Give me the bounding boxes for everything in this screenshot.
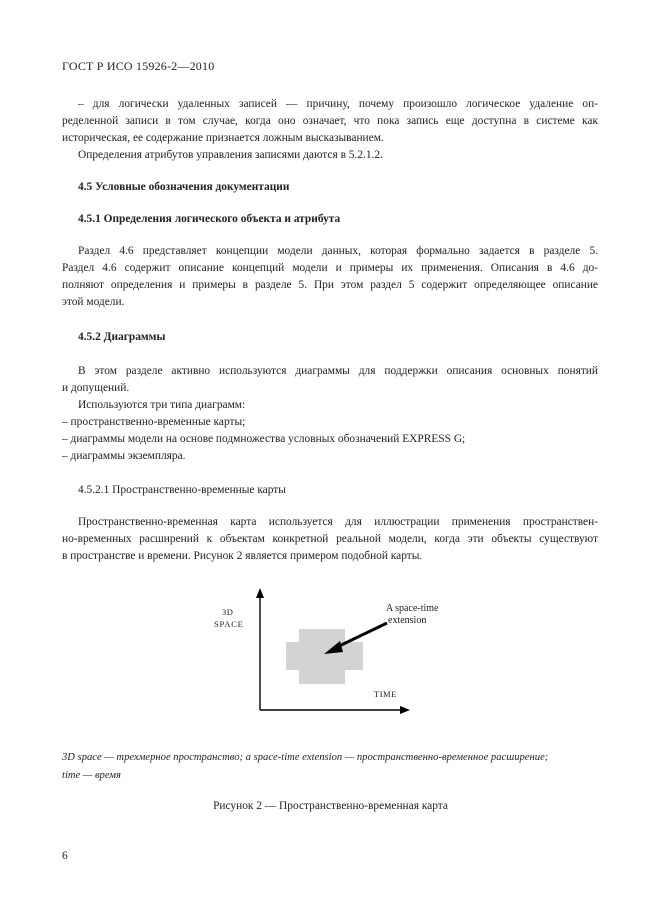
y-axis-label-line-2: SPACE <box>214 619 244 629</box>
section-4-5-2-paragraph <box>62 363 598 397</box>
figure-legend-line-1: 3D space — трехмерное пространство; a space-time extension — пространственно-временное расширение; <box>62 752 549 763</box>
section-4-5-2-1-line-1: Пространственно-временная карта используется для иллюстрации применения пространствен- <box>78 516 598 528</box>
callout-label-line-2: extension <box>388 615 427 626</box>
callout-label-line-1: A space-time <box>386 603 439 614</box>
list-item: – диаграммы модели на основе подмножества условных обозначений EXPRESS G; <box>62 433 466 445</box>
document-header: ГОСТ Р ИСО 15926-2—2010 <box>62 59 215 73</box>
space-time-map-figure <box>200 586 439 731</box>
intro-paragraph <box>62 96 598 147</box>
section-4-5-2-line-2: и допущений. <box>62 382 130 394</box>
section-4-5-1-line-2: Раздел 4.6 содержит описание концепций модели и примеры их применения. Описания в 4.6 до- <box>62 262 598 274</box>
section-4-5-2-heading: 4.5.2 Диаграммы <box>78 331 166 343</box>
section-4-5-2-1-paragraph <box>62 514 598 565</box>
intro-line-2: ределенной записи в том случае, когда оно означает, что пока запись еще доступна в системе как <box>62 115 598 127</box>
y-axis-arrowhead <box>256 588 264 598</box>
intro-line-1: – для логически удаленных записей — причину, почему произошло логическое удаление оп- <box>78 98 598 110</box>
diagram-types-intro: Используются три типа диаграмм: <box>78 399 246 411</box>
section-4-5-2-1-line-3: в пространстве и времени. Рисунок 2 является примером подобной карты. <box>62 550 423 562</box>
section-4-5-2-1-heading: 4.5.2.1 Пространственно-временные карты <box>78 484 286 496</box>
section-4-5-1-line-4: этой модели. <box>62 296 125 308</box>
section-4-5-2-1-line-2: но-временных расширений к объектам конкретной реальной модели, когда эти объекты существуют <box>62 533 598 545</box>
section-4-5-2-line-1: В этом разделе активно используются диаграммы для поддержки описания основных понятий <box>78 365 598 377</box>
section-4-5-1-line-1: Раздел 4.6 представляет концепции модели данных, которая формально задается в разделе 5. <box>78 245 598 257</box>
section-4-5-1-paragraph <box>62 243 598 311</box>
page-number: 6 <box>62 850 68 862</box>
list-item: – диаграммы экземпляра. <box>62 450 186 462</box>
space-time-extension-shape <box>286 629 363 684</box>
x-axis-arrowhead <box>400 706 410 714</box>
records-reference: Определения атрибутов управления записями даются в 5.2.1.2. <box>78 149 383 161</box>
section-4-5-heading: 4.5 Условные обозначения документации <box>78 181 290 193</box>
list-item: – пространственно-временные карты; <box>62 416 246 428</box>
y-axis-label-line-1: 3D <box>222 607 234 617</box>
figure-legend-line-2: time — время <box>62 770 121 781</box>
section-4-5-1-heading: 4.5.1 Определения логического объекта и атрибута <box>78 213 341 225</box>
figure-caption: Рисунок 2 — Пространственно-временная карта <box>213 800 448 812</box>
intro-line-3: историческая, ее содержание признается ложным высказыванием. <box>62 132 384 144</box>
x-axis-label: TIME <box>374 689 397 699</box>
section-4-5-1-line-3: полняют определения и примеры в разделе 5. При этом раздел 5 содержит определяющее описание <box>62 279 598 291</box>
diagram-types-list <box>62 397 465 465</box>
